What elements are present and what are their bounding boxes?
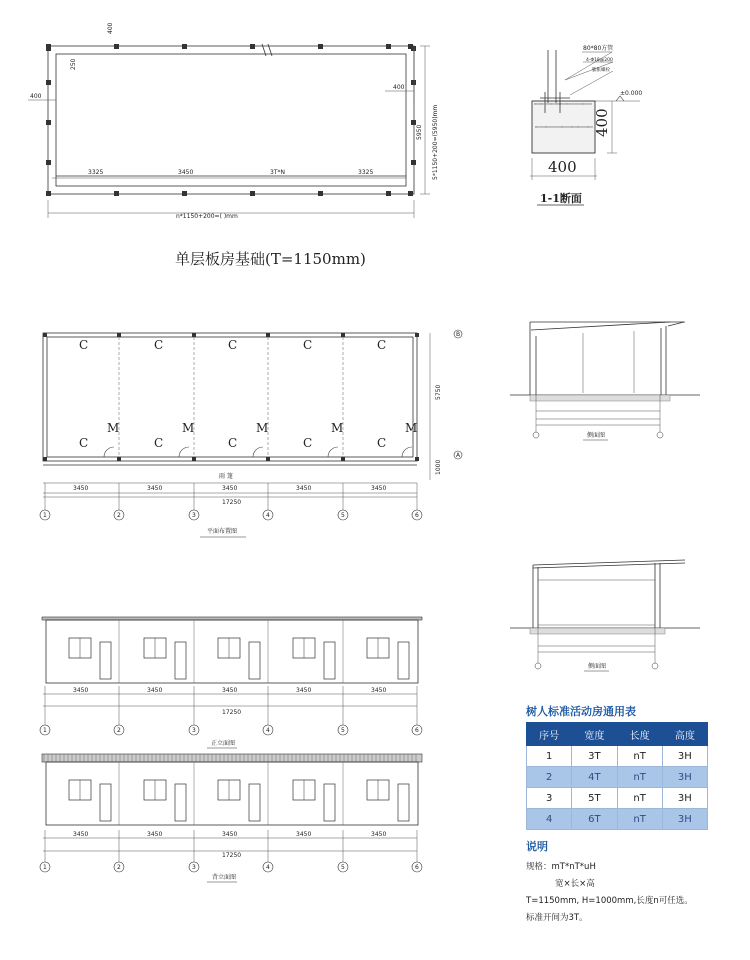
concrete-dot — [573, 126, 574, 127]
bay-dim: 3450 — [371, 831, 387, 838]
bolt-mark — [386, 191, 391, 196]
concrete-dot — [543, 126, 544, 127]
bay-dim: 3450 — [147, 687, 163, 694]
axis-label: 3 — [192, 727, 196, 734]
window-letter-bottom: C — [79, 436, 89, 450]
door — [249, 642, 260, 679]
side-section-1 — [510, 322, 700, 440]
concrete-dot — [575, 126, 576, 127]
concrete-dot — [584, 103, 585, 104]
side1-caption: 侧面图 — [587, 432, 606, 439]
door — [100, 784, 111, 821]
table-row — [527, 767, 708, 788]
door-swing — [253, 447, 263, 457]
concrete-dot — [548, 103, 549, 104]
concrete-dot — [567, 126, 568, 127]
concrete-dot — [580, 103, 581, 104]
axis-label: 5 — [341, 864, 345, 871]
concrete-dot — [554, 103, 555, 104]
bolt-mark — [411, 46, 416, 51]
concrete-dot — [556, 103, 557, 104]
bolt-mark — [182, 44, 187, 49]
concrete-dot — [583, 126, 584, 127]
section-width: 400 — [548, 158, 577, 176]
concrete-dot — [546, 103, 547, 104]
bolt-mark — [411, 160, 416, 165]
bay-dim: 3450 — [222, 687, 238, 694]
table-cell: 3 — [527, 788, 572, 809]
table-row — [527, 746, 708, 767]
table-cell: 3H — [662, 809, 707, 830]
axis-label: 4 — [266, 512, 270, 519]
axis-a: A — [456, 452, 461, 459]
front-elevation — [40, 617, 422, 748]
axis-label: 2 — [117, 864, 121, 871]
axis-b: B — [456, 331, 461, 338]
spec-table-title: 树人标准活动房通用表 — [526, 705, 636, 718]
table-row — [527, 809, 708, 830]
canopy-depth: 1000 — [435, 459, 442, 475]
column-mark — [117, 333, 121, 337]
note-line: 宽×长×高 — [555, 879, 595, 889]
spec-header: 高度 — [662, 723, 707, 746]
concrete-dot — [578, 103, 579, 104]
bolt-mark — [114, 191, 119, 196]
column-mark — [341, 333, 345, 337]
spec-header: 序号 — [527, 723, 572, 746]
concrete-dot — [587, 126, 588, 127]
bay-dim: 3450 — [73, 485, 89, 492]
door-swing — [179, 447, 189, 457]
axis-label: 2 — [117, 512, 121, 519]
door-letter: M — [331, 421, 344, 435]
door — [249, 784, 260, 821]
axis-label: 3 — [192, 864, 196, 871]
dim-seg3: 3T*N — [270, 169, 285, 176]
concrete-dot — [565, 126, 566, 127]
table-row — [527, 788, 708, 809]
concrete-dot — [563, 126, 564, 127]
dim-bottom-length: n*1150+200=( )mm — [176, 213, 238, 220]
bay-dim: 3450 — [296, 831, 312, 838]
door-letter: M — [256, 421, 269, 435]
concrete-dot — [576, 103, 577, 104]
concrete-dot — [560, 103, 561, 104]
bay-dim: 3450 — [371, 485, 387, 492]
bay-dim: 3450 — [73, 831, 89, 838]
axis-label: 1 — [43, 864, 47, 871]
bolt-mark — [318, 191, 323, 196]
column-mark — [43, 333, 47, 337]
bay-dim: 3450 — [147, 831, 163, 838]
front-total: 17250 — [222, 709, 242, 716]
concrete-dot — [581, 126, 582, 127]
bolt-mark — [46, 191, 51, 196]
bolt-mark — [46, 120, 51, 125]
concrete-dot — [569, 126, 570, 127]
concrete-dot — [562, 103, 563, 104]
concrete-dot — [589, 126, 590, 127]
door — [175, 642, 186, 679]
table-cell: 3H — [662, 746, 707, 767]
bolt-mark — [46, 46, 51, 51]
floor-caption: 平面布置图 — [207, 528, 238, 535]
concrete-dot — [547, 126, 548, 127]
concrete-dot — [535, 126, 536, 127]
dim-5950: 5950 — [416, 124, 423, 140]
floor-depth: 5750 — [435, 384, 442, 400]
axis-label: 6 — [415, 864, 419, 871]
axis-label: 4 — [266, 727, 270, 734]
concrete-dot — [558, 103, 559, 104]
section-caption: 1-1断面 — [540, 192, 582, 205]
table-cell: nT — [617, 788, 662, 809]
concrete-dot — [561, 126, 562, 127]
spec-table — [526, 722, 708, 830]
door-letter: M — [107, 421, 120, 435]
rear-caption: 背立面图 — [212, 874, 237, 881]
column-mark — [192, 457, 196, 461]
axis-label: 5 — [341, 512, 345, 519]
table-cell: 3H — [662, 788, 707, 809]
door-swing — [328, 447, 338, 457]
dim-seg2: 3450 — [178, 169, 194, 176]
concrete-dot — [585, 126, 586, 127]
window-letter-top: C — [79, 338, 89, 352]
concrete-dot — [566, 103, 567, 104]
door-letter: M — [405, 421, 418, 435]
concrete-dot — [551, 126, 552, 127]
note-line: 标准开间为3T。 — [526, 913, 588, 923]
dim-total-width: 5*1150+200=(5950)mm — [432, 104, 439, 180]
table-cell: 5T — [572, 788, 617, 809]
axis-label: 2 — [117, 727, 121, 734]
concrete-dot — [579, 126, 580, 127]
door-letter: M — [182, 421, 195, 435]
axis-label: 6 — [415, 512, 419, 519]
level-label: ±0.000 — [620, 90, 643, 97]
concrete-dot — [542, 103, 543, 104]
concrete-dot — [534, 103, 535, 104]
spec-header: 长度 — [617, 723, 662, 746]
bolt-mark — [182, 191, 187, 196]
concrete-dot — [577, 126, 578, 127]
concrete-dot — [553, 126, 554, 127]
door — [100, 642, 111, 679]
axis-label: 1 — [43, 512, 47, 519]
note-line: 规格：mT*nT*uH — [526, 862, 596, 872]
tube-label: 80*80方管 — [583, 45, 614, 52]
table-cell: 3T — [572, 746, 617, 767]
axis-label: 4 — [266, 864, 270, 871]
foundation-plan-title: 单层板房基础(T=1150mm) — [175, 250, 366, 268]
bolt-mark — [46, 80, 51, 85]
concrete-dot — [559, 126, 560, 127]
door-swing — [104, 447, 114, 457]
bolt-mark — [408, 191, 413, 196]
bolt-mark — [250, 191, 255, 196]
column-mark — [266, 457, 270, 461]
rear-elevation — [40, 754, 422, 882]
window-letter-top: C — [303, 338, 313, 352]
dim-400-left: 400 — [30, 93, 42, 100]
window-letter-top: C — [154, 338, 164, 352]
concrete-dot — [564, 103, 565, 104]
concrete-dot — [586, 103, 587, 104]
section-1-1 — [530, 44, 642, 205]
table-cell: 1 — [527, 746, 572, 767]
bolt-mark — [46, 160, 51, 165]
window-letter-bottom: C — [377, 436, 387, 450]
table-cell: nT — [617, 767, 662, 788]
column-mark — [341, 457, 345, 461]
concrete-dot — [540, 103, 541, 104]
concrete-dot — [537, 126, 538, 127]
foundation-plan — [28, 22, 439, 220]
bolt-mark — [318, 44, 323, 49]
bay-dim: 3450 — [73, 687, 89, 694]
door-swing — [402, 447, 412, 457]
concrete-dot — [574, 103, 575, 104]
concrete-dot — [550, 103, 551, 104]
rebar-label: 4-Φ18@200 — [586, 58, 613, 63]
dim-400-top: 400 — [107, 22, 114, 34]
corridor-label: 雨 篷 — [219, 473, 233, 480]
bolt-mark — [411, 120, 416, 125]
note-line: T=1150mm, H=1000mm,长度n可任选。 — [526, 896, 693, 906]
table-cell: nT — [617, 746, 662, 767]
concrete-dot — [555, 126, 556, 127]
table-cell: 2 — [527, 767, 572, 788]
column-mark — [415, 333, 419, 337]
concrete-dot — [588, 103, 589, 104]
door — [398, 784, 409, 821]
concrete-dot — [541, 126, 542, 127]
axis-label: 1 — [43, 727, 47, 734]
concrete-dot — [536, 103, 537, 104]
table-cell: 4 — [527, 809, 572, 830]
front-caption: 正立面图 — [211, 740, 236, 747]
table-cell: 4T — [572, 767, 617, 788]
concrete-dot — [552, 103, 553, 104]
concrete-dot — [571, 126, 572, 127]
dim-400-right: 400 — [393, 84, 405, 91]
anchor-label: 膨胀螺栓 — [592, 68, 610, 73]
dim-seg1: 3325 — [88, 169, 104, 176]
window-letter-bottom: C — [154, 436, 164, 450]
concrete-dot — [539, 126, 540, 127]
concrete-dot — [538, 103, 539, 104]
bolt-mark — [411, 80, 416, 85]
bolt-mark — [114, 44, 119, 49]
bay-dim: 3450 — [222, 831, 238, 838]
concrete-dot — [568, 103, 569, 104]
door — [324, 784, 335, 821]
bolt-mark — [250, 44, 255, 49]
side2-caption: 侧面图 — [588, 663, 607, 670]
spec-header: 宽度 — [572, 723, 617, 746]
column-mark — [43, 457, 47, 461]
floor-total: 17250 — [222, 499, 242, 506]
column-mark — [266, 333, 270, 337]
column-mark — [415, 457, 419, 461]
concrete-dot — [545, 126, 546, 127]
table-cell: nT — [617, 809, 662, 830]
table-cell: 6T — [572, 809, 617, 830]
column-mark — [192, 333, 196, 337]
window-letter-top: C — [377, 338, 387, 352]
bay-dim: 3450 — [371, 687, 387, 694]
window-letter-bottom: C — [228, 436, 238, 450]
section-height: 400 — [593, 108, 611, 137]
concrete-dot — [570, 103, 571, 104]
door — [175, 784, 186, 821]
bay-dim: 3450 — [296, 485, 312, 492]
floor-plan — [40, 330, 462, 537]
notes-title: 说明 — [526, 840, 548, 853]
axis-label: 6 — [415, 727, 419, 734]
bay-dim: 3450 — [222, 485, 238, 492]
door — [398, 642, 409, 679]
axis-label: 3 — [192, 512, 196, 519]
table-cell: 3H — [662, 767, 707, 788]
concrete-dot — [582, 103, 583, 104]
dim-seg4: 3325 — [358, 169, 374, 176]
side-section-2 — [510, 560, 700, 671]
window-letter-bottom: C — [303, 436, 313, 450]
bay-dim: 3450 — [296, 687, 312, 694]
door — [324, 642, 335, 679]
concrete-dot — [549, 126, 550, 127]
bolt-mark — [386, 44, 391, 49]
concrete-dot — [572, 103, 573, 104]
axis-label: 5 — [341, 727, 345, 734]
bay-dim: 3450 — [147, 485, 163, 492]
concrete-dot — [557, 126, 558, 127]
window-letter-top: C — [228, 338, 238, 352]
rear-total: 17250 — [222, 852, 242, 859]
concrete-dot — [590, 103, 591, 104]
dim-250: 250 — [70, 58, 77, 70]
column-mark — [117, 457, 121, 461]
